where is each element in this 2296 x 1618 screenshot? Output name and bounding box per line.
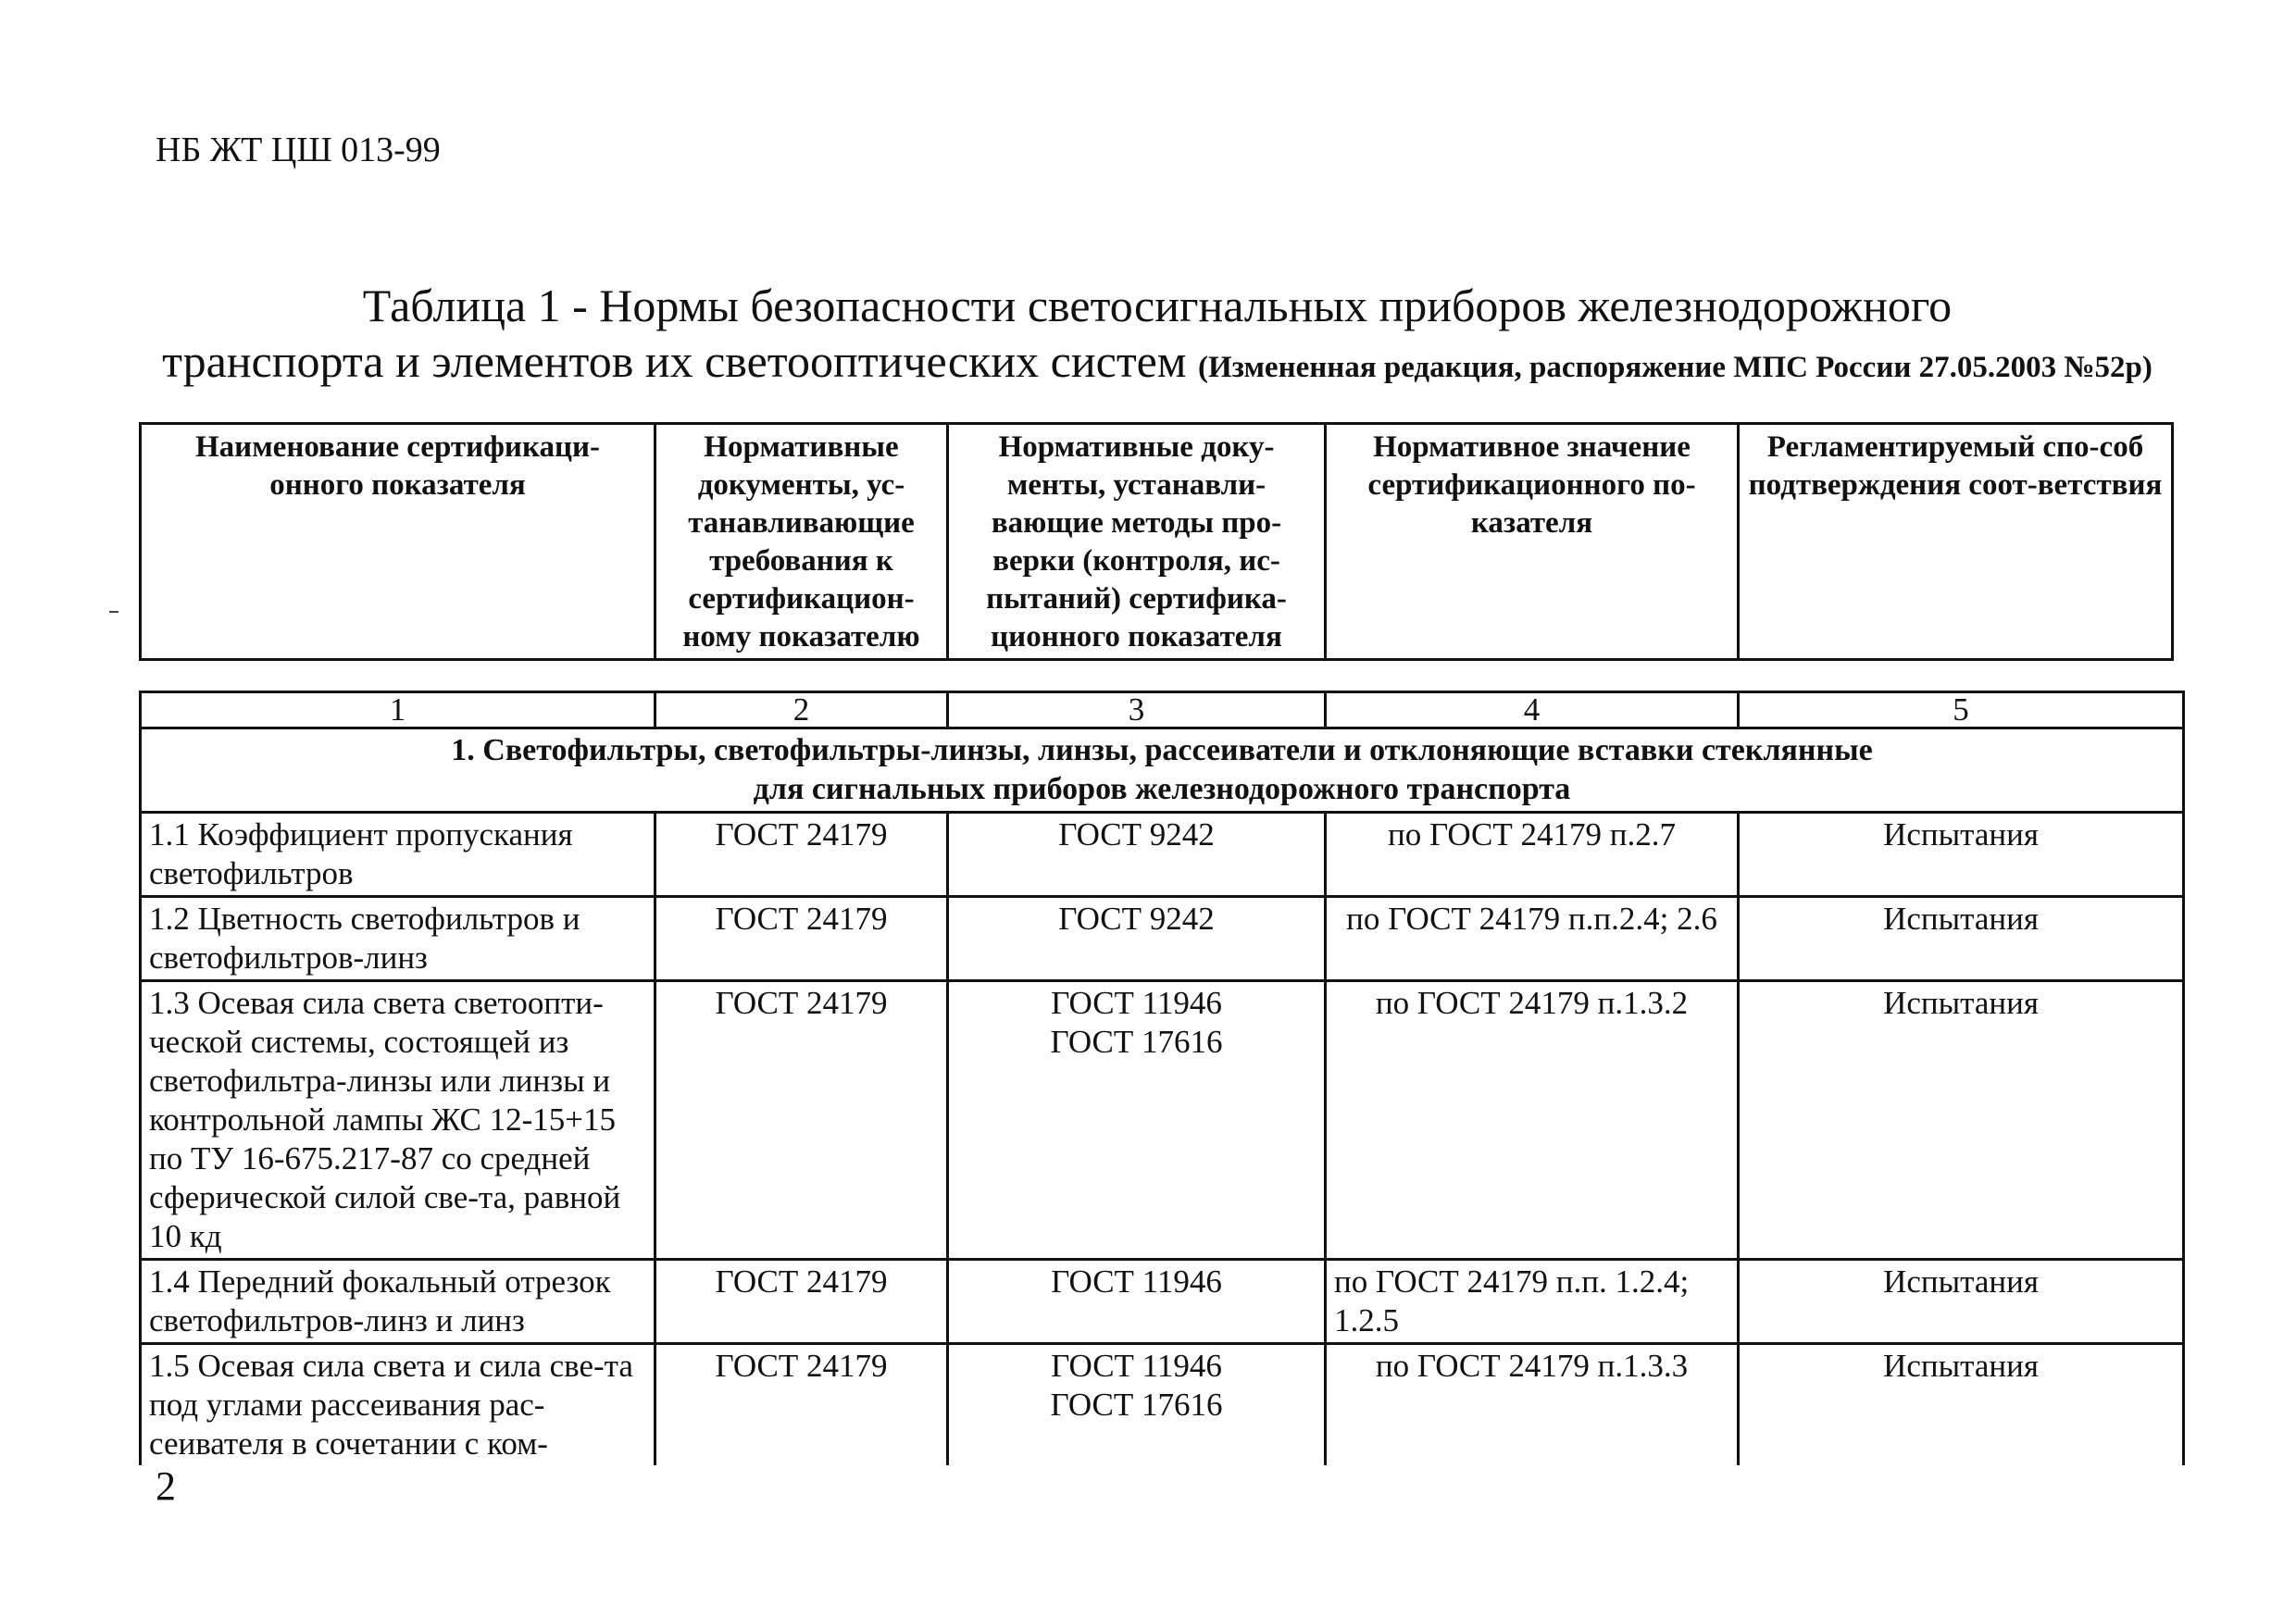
table-row [141, 1260, 2184, 1344]
method-doc: ГОСТ 9242 [948, 897, 1326, 981]
table-title-line2: транспорта и элементов их светооптических систем [162, 335, 1187, 387]
method-doc: ГОСТ 11946 ГОСТ 17616 [948, 1344, 1326, 1466]
confirmation-method: Испытания [1739, 897, 2184, 981]
norms-table [139, 691, 2185, 1465]
confirmation-method: Испытания [1739, 1260, 2184, 1344]
indicator-name: 1.5 Осевая сила света и сила све-та под углами рассеивания рас-сеивателя в сочетании с ком- [141, 1344, 655, 1466]
method-doc: ГОСТ 11946 ГОСТ 17616 [948, 981, 1326, 1260]
indicator-name: 1.2 Цветность светофильтров и светофильтров-линз [141, 897, 655, 981]
section-row [141, 728, 2184, 813]
scan-mark [109, 611, 119, 613]
indicator-name: 1.3 Осевая сила света светоопти-ческой системы, состоящей из светофильтра-линзы или линзы и контрольной лампы ЖС 12-15+15 по ТУ 16-675.217-87 со средней сферической силой све-та, равной 10 кд [141, 981, 655, 1260]
section-heading-line1: 1. Светофильтры, светофильтры-линзы, линзы, рассеиватели и отклоняющие вставки стеклянные [451, 733, 1873, 767]
column-number: 3 [948, 692, 1326, 728]
confirmation-method: Испытания [1739, 1344, 2184, 1466]
table-header [139, 422, 2174, 661]
table-row [141, 897, 2184, 981]
header-col-1: Наименование сертификаци-онного показателя [141, 424, 655, 660]
column-number: 2 [655, 692, 948, 728]
header-row [141, 424, 2173, 660]
normative-value: по ГОСТ 24179 п.п. 1.2.4; 1.2.5 [1326, 1260, 1739, 1344]
normative-value: по ГОСТ 24179 п.2.7 [1326, 813, 1739, 897]
method-doc: ГОСТ 11946 [948, 1260, 1326, 1344]
normative-value: по ГОСТ 24179 п.п.2.4; 2.6 [1326, 897, 1739, 981]
table-row [141, 1344, 2184, 1466]
header-col-3: Нормативные доку-менты, устанавли-вающие методы про-верки (контроля, ис-пытаний) сертифика-ционного показателя [948, 424, 1326, 660]
requirement-doc: ГОСТ 24179 [655, 1260, 948, 1344]
table-title-line1: Таблица 1 - Нормы безопасности светосигнальных приборов железнодорожного [362, 280, 1953, 331]
column-number: 5 [1739, 692, 2184, 728]
requirement-doc: ГОСТ 24179 [655, 981, 948, 1260]
document-code: НБ ЖТ ЦШ 013-99 [156, 131, 441, 169]
table-row [141, 813, 2184, 897]
method-doc: ГОСТ 9242 [948, 813, 1326, 897]
section-heading [141, 728, 2184, 813]
header-col-5: Регламентируемый спо-соб подтверждения соот-ветствия [1739, 424, 2173, 660]
header-col-2: Нормативные документы, ус-танавливающие требования к сертификацион-ному показателю [655, 424, 948, 660]
table-row [141, 981, 2184, 1260]
table-title [139, 278, 2176, 395]
indicator-name: 1.4 Передний фокальный отрезок светофильтров-линз и линз [141, 1260, 655, 1344]
page-number: 2 [156, 1463, 176, 1509]
column-number-row [141, 692, 2184, 728]
requirement-doc: ГОСТ 24179 [655, 813, 948, 897]
header-col-4: Нормативное значение сертификационного по-казателя [1326, 424, 1739, 660]
requirement-doc: ГОСТ 24179 [655, 897, 948, 981]
section-heading-line2: для сигнальных приборов железнодорожного транспорта [753, 772, 1571, 806]
normative-value: по ГОСТ 24179 п.1.3.2 [1326, 981, 1739, 1260]
revision-note: (Измененная редакция, распоряжение МПС России 27.05.2003 №52р) [1198, 351, 2152, 384]
requirement-doc: ГОСТ 24179 [655, 1344, 948, 1466]
confirmation-method: Испытания [1739, 813, 2184, 897]
normative-value: по ГОСТ 24179 п.1.3.3 [1326, 1344, 1739, 1466]
indicator-name: 1.1 Коэффициент пропускания светофильтров [141, 813, 655, 897]
column-number: 1 [141, 692, 655, 728]
confirmation-method: Испытания [1739, 981, 2184, 1260]
column-number: 4 [1326, 692, 1739, 728]
